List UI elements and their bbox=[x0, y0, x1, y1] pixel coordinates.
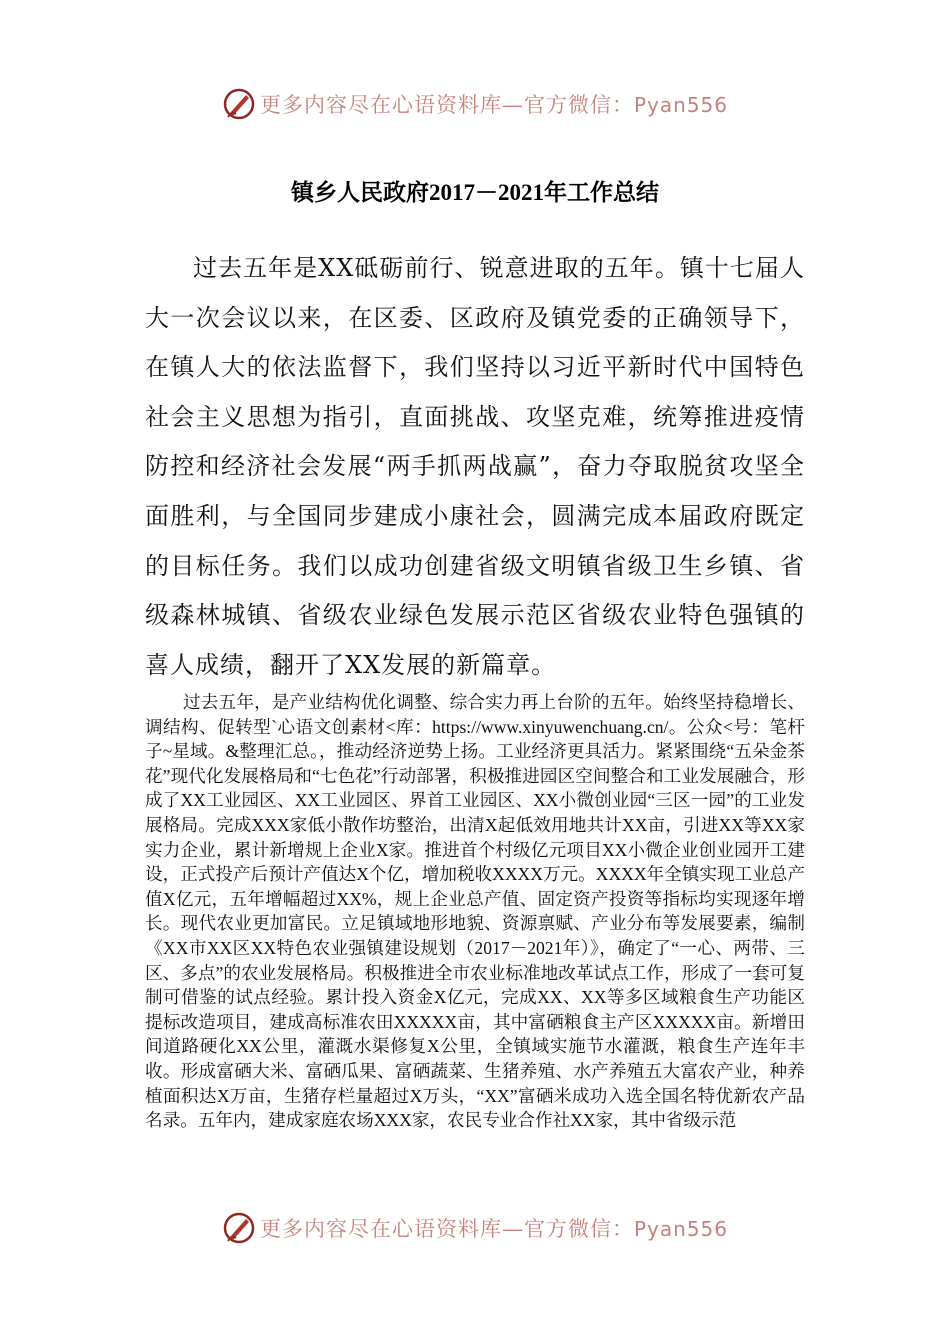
footer-banner bbox=[0, 1208, 950, 1248]
wechat-id: Pyan556 bbox=[633, 93, 728, 117]
banner-text: 更多内容尽在心语资料库—官方微信：Pyan556 bbox=[259, 1217, 728, 1241]
wechat-id: Pyan556 bbox=[633, 1217, 728, 1241]
pen-circle-logo-icon bbox=[222, 1211, 256, 1245]
header-banner bbox=[0, 84, 950, 124]
intro-paragraph: 过去五年是XX砥砺前行、锐意进取的五年。镇十七届人大一次会议以来，在区委、区政府及镇党委的正确领导下，在镇人大的依法监督下，我们坚持以习近平新时代中国特色社会主义思想为指引，直面挑战、攻坚克难，统筹推进疫情防控和经济社会发展“两手抓两战赢”，奋力夺取脱贫攻坚全面胜利，与全国同步建成小康社会，圆满完成本届政府既定的目标任务。我们以成功创建省级文明镇省级卫生乡镇、省级森林城镇、省级农业绿色发展示范区省级农业特色强镇的喜人成绩，翻开了XX发展的新篇章。 bbox=[145, 254, 805, 679]
banner-text: 更多内容尽在心语资料库—官方微信：Pyan556 bbox=[259, 93, 728, 117]
pen-circle-logo-icon bbox=[222, 87, 256, 121]
document-title: 镇乡人民政府2017－2021年工作总结 bbox=[291, 180, 659, 205]
body-paragraph: 过去五年，是产业结构优化调整、综合实力再上台阶的五年。始终坚持稳增长、调结构、促转型`心语文创素材<库：https://www.xinyuwenchuang.cn/。公众<号：笔杆子~星域。&整理汇总。，推动经济逆势上扬。工业经济更具活力。紧紧围绕“五朵金茶花”现代化发展格局和“七色花”行动部署，积极推进园区空间整合和工业发展融合，形成了XX工业园区、XX工业园区、界首工业园区、XX小微创业园“三区一园”的工业发展格局。完成XXX家低小散作坊整治，出清X起低效用地共计XX亩，引进XX等XX家实力企业，累计新增规上企业X家。推进首个村级亿元项目XX小微企业创业园开工建设，正式投产后预计产值达X个亿，增加税收XXXX万元。XXXX年全镇实现工业总产值X亿元，五年增幅超过XX%，规上企业总产值、固定资产投资等指标均实现逐年增长。现代农业更加富民。立足镇域地形地貌、资源禀赋、产业分布等发展要素，编制《XX市XX区XX特色农业强镇建设规划（2017－2021年）》，确定了“一心、两带、三区、多点”的农业发展格局。积极推进全市农业标准地改革试点工作，形成了一套可复制可借鉴的试点经验。累计投入资金X亿元，完成XX、XX等多区域粮食生产功能区提标改造项目，建成高标准农田XXXXX亩，其中富硒粮食主产区XXXXX亩。新增田间道路硬化XX公里，灌溉水渠修复X公里，全镇域实施节水灌溉，粮食生产连年丰收。形成富硒大米、富硒瓜果、富硒蔬菜、生猪养殖、水产养殖五大富农产业，种养植面积达X万亩，生猪存栏量超过X万头，“XX”富硒米成功入选全国名特优新农产品名录。五年内，建成家庭农场XXX家，农民专业合作社XX家，其中省级示范 bbox=[145, 692, 805, 1131]
